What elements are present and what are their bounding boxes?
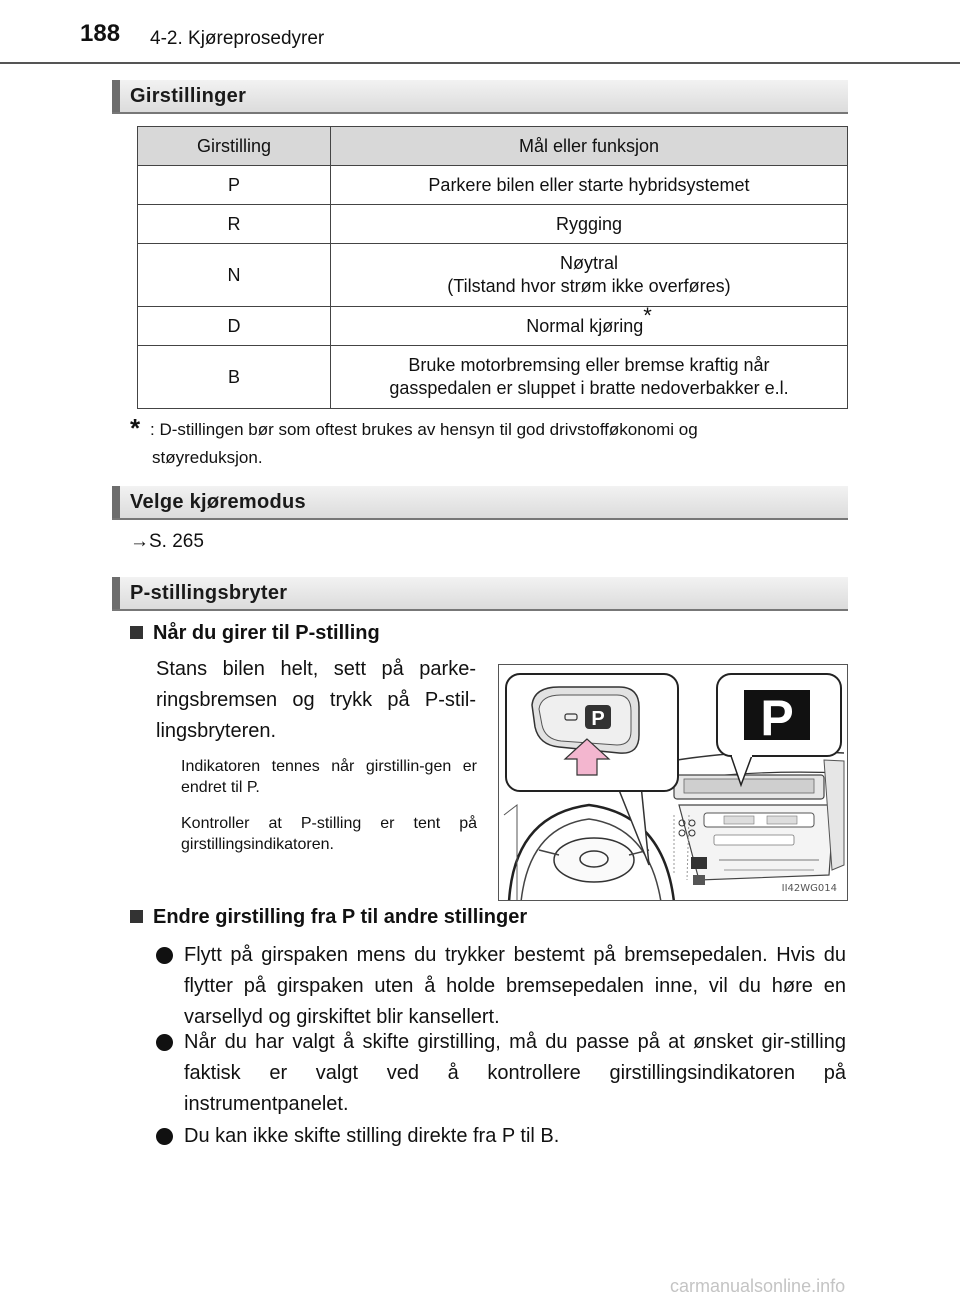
list-item [156, 940, 846, 1033]
function-line-2: (Tilstand hvor strøm ikke overføres) [447, 276, 731, 296]
table-footnote [130, 413, 842, 472]
gear-function-cell [331, 244, 848, 307]
section-title: Velge kjøremodus [130, 491, 306, 513]
gear-function-cell: Rygging [331, 205, 848, 244]
table-row [138, 346, 848, 409]
gear-function-cell [331, 346, 848, 409]
gear-position-cell: R [138, 205, 331, 244]
chapter-title: 4-2. Kjøreprosedyrer [150, 28, 325, 49]
table-row [138, 166, 848, 205]
section-bar-p-stillingsbryter [112, 577, 848, 611]
section-title: P-stillingsbryter [130, 582, 288, 604]
function-line-1: Bruke motorbremsing eller bremse kraftig når [408, 355, 770, 375]
dashboard-drawing [499, 665, 848, 901]
table-header-row [138, 127, 848, 166]
bullet-text: Flytt på girspaken mens du trykker bestemt på bremsepedalen. Hvis du flytter på girspaken uten å holde bremsepedalen inne, vil du høre en varsellyd og girskiftet blir kansellert. [184, 944, 846, 1028]
header-divider [0, 62, 960, 64]
section-accent [112, 486, 120, 518]
gear-function-cell [331, 302, 848, 346]
gear-position-cell: D [138, 307, 331, 346]
reference-text: S. 265 [149, 531, 204, 552]
circle-bullet-icon [156, 1034, 173, 1051]
subheading-text: Endre girstilling fra P til andre stillinger [153, 906, 528, 928]
arrow-right-icon: → [130, 531, 149, 552]
table-header-cell: Mål eller funksjon [331, 127, 848, 166]
footnote-mark: * [130, 413, 141, 443]
subheading-text: Når du girer til P-stilling [153, 622, 380, 644]
page-reference[interactable] [130, 531, 204, 553]
section-accent [112, 80, 120, 112]
footnote-line-2: støyreduksjon. [152, 448, 263, 467]
list-item [156, 1027, 846, 1120]
page-number: 188 [80, 20, 121, 47]
section-bar-velge-kjoremodus [112, 486, 848, 520]
table-header-cell: Girstilling [138, 127, 331, 166]
section-bar-girstillinger [112, 80, 848, 114]
footnote-line-1: : D-stillingen bør som oftest brukes av hensyn til god drivstofføkonomi og [150, 420, 698, 439]
square-bullet-icon [130, 626, 143, 639]
instruction-text: Stans bilen helt, sett på parke-ringsbremsen og trykk på P-stil-lingsbryteren. [156, 658, 476, 742]
table-row [138, 205, 848, 244]
indicator-letter: P [760, 690, 794, 746]
gear-position-cell: P [138, 166, 331, 205]
bullet-text: Du kan ikke skifte stilling direkte fra P til B. [184, 1125, 560, 1147]
gear-function-cell: Parkere bilen eller starte hybridsystemet [331, 166, 848, 205]
bullet-text: Når du har valgt å skifte girstilling, må du passe på at ønsket gir-stilling faktisk er valgt ved å kontrollere girstillingsindikatoren på instrumentpanelet. [184, 1031, 846, 1115]
p-switch-illustration [498, 664, 848, 901]
function-line-1: Normal kjøring [526, 315, 644, 336]
p-switch-letter: P [591, 708, 605, 730]
note-indicator-lights: Indikatoren tennes når girstillin-gen er endret til P. [181, 758, 477, 796]
footnote-star: * [643, 302, 652, 328]
circle-bullet-icon [156, 947, 173, 964]
table-row [138, 307, 848, 346]
subheading-change-from-p [130, 906, 527, 929]
watermark: carmanualsonline.info [670, 1276, 846, 1296]
subheading-shift-to-p [130, 622, 380, 645]
table-row [138, 244, 848, 307]
note-check-indicator: Kontroller at P-stilling er tent på girstillingsindikatoren. [181, 815, 477, 853]
square-bullet-icon [130, 910, 143, 923]
gear-table [137, 126, 848, 409]
function-line-2: gasspedalen er sluppet i bratte nedoverbakker e.l. [389, 378, 789, 398]
section-accent [112, 577, 120, 609]
section-title: Girstillinger [130, 85, 247, 107]
gear-position-cell: N [138, 244, 331, 307]
list-item [156, 1121, 846, 1152]
circle-bullet-icon [156, 1128, 173, 1145]
illustration-code: II42WG014 [781, 883, 837, 894]
function-line-1: Nøytral [560, 253, 618, 273]
gear-position-cell: B [138, 346, 331, 409]
